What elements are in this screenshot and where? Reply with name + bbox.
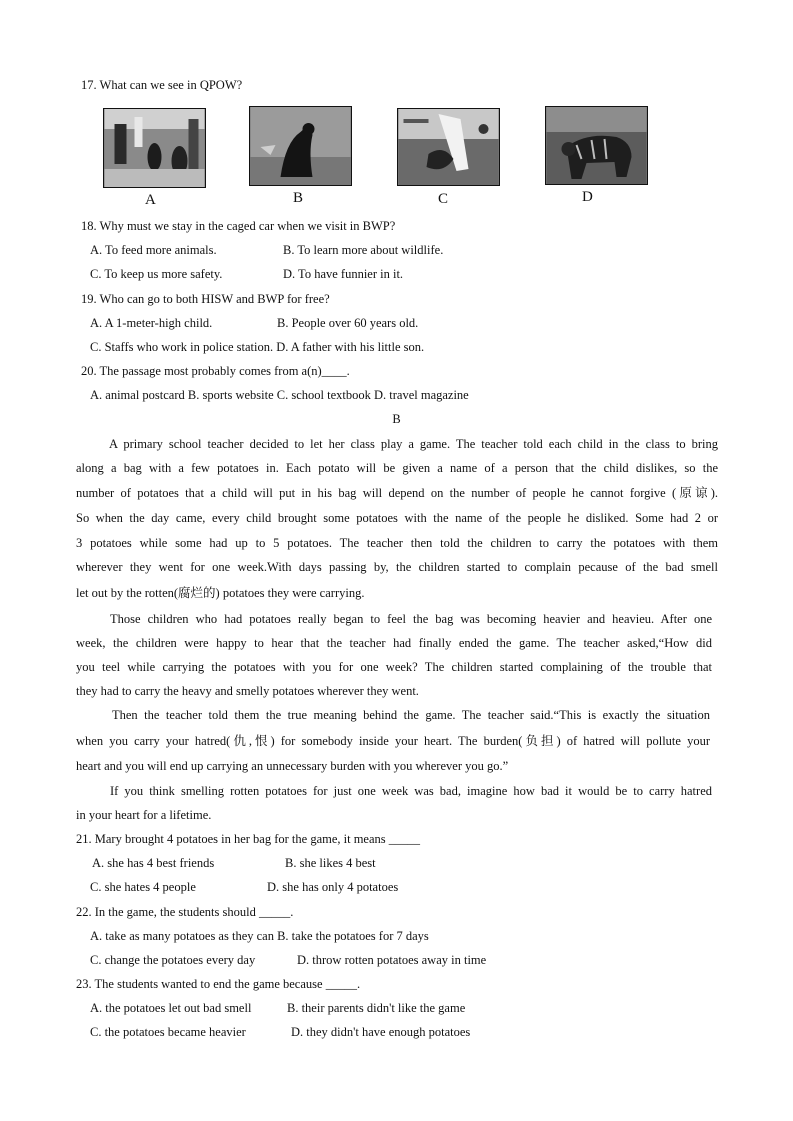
q23-question: 23. The students wanted to end the game because _____. xyxy=(76,977,361,991)
passage-line: you teel while carrying the potatoes with you for one week? The children started complaining of the trouble that xyxy=(76,660,712,674)
picture-b xyxy=(249,106,352,186)
q23-option-a: A. the potatoes let out bad smell xyxy=(90,1001,252,1015)
picture-a xyxy=(103,108,206,188)
tiger-photo-icon xyxy=(546,107,647,184)
q19-option-b: B. People over 60 years old. xyxy=(277,316,419,330)
q18-option-c: C. To keep us more safety. xyxy=(90,267,223,281)
person-and-dolphin-photo-icon xyxy=(398,109,499,185)
q22-options-ab: A. take as many potatoes as they can B. take the potatoes for 7 days xyxy=(90,929,429,943)
passage-line: along a bag with a few potatoes in. Each potato will be given a name of a person that the child dislikes, so the xyxy=(76,461,718,475)
q22-option-c: C. change the potatoes every day xyxy=(90,953,256,967)
passage-line: number of potatoes that a child will put in his bag will depend on the number of people he cannot forgive (原谅). xyxy=(76,486,718,500)
picture-a-letter: A xyxy=(145,192,156,208)
passage-line: heart and you will end up carrying an unnecessary burden with you wherever you go.” xyxy=(76,759,509,773)
q21-option-d: D. she has only 4 potatoes xyxy=(267,880,399,894)
q18-option-b: B. To learn more about wildlife. xyxy=(283,243,444,257)
section-b-heading: B xyxy=(392,412,401,426)
picture-d xyxy=(545,106,648,185)
passage-line: Then the teacher told them the true meaning behind the game. The teacher said.“This is exactly the situation xyxy=(112,708,710,722)
q22-option-d: D. throw rotten potatoes away in time xyxy=(297,953,487,967)
passage-line: So when the day came, every child brought some potatoes with the name of the people he disliked. Some had 2 or xyxy=(76,511,718,525)
q20-options: A. animal postcard B. sports website C. school textbook D. travel magazine xyxy=(90,388,469,402)
picture-c xyxy=(397,108,500,186)
q19-question: 19. Who can go to both HISW and BWP for free? xyxy=(81,292,330,306)
q23-option-d: D. they didn't have enough potatoes xyxy=(291,1025,471,1039)
passage-line: week, the children were happy to hear that the teacher had finally ended the game. The teacher asked,“How did xyxy=(76,636,712,650)
passage-line: A primary school teacher decided to let her class play a game. The teacher told each child in the class to bring xyxy=(109,437,718,451)
q17-question: 17. What can we see in QPOW? xyxy=(81,78,243,92)
picture-d-letter: D xyxy=(582,189,593,205)
q18-question: 18. Why must we stay in the caged car when we visit in BWP? xyxy=(81,219,396,233)
sea-lion-photo-icon xyxy=(250,107,351,185)
q19-options-cd: C. Staffs who work in police station. D. A father with his little son. xyxy=(90,340,425,354)
passage-line: let out by the rotten(腐烂的) potatoes they were carrying. xyxy=(76,586,365,600)
q21-question: 21. Mary brought 4 potatoes in her bag for the game, it means _____ xyxy=(76,832,421,846)
q19-option-a: A. A 1-meter-high child. xyxy=(90,316,213,330)
q21-option-b: B. she likes 4 best xyxy=(285,856,376,870)
picture-b-letter: B xyxy=(293,190,304,206)
passage-line: 3 potatoes while some had up to 5 potatoes. The teacher then told the children to carry the potatoes with them xyxy=(76,536,718,550)
passage-line: when you carry your hatred(仇,恨) for somebody inside your heart. The burden(负担) of hatred will pollute your xyxy=(76,734,710,748)
penguins-photo-icon xyxy=(104,109,205,187)
passage-line: in your heart for a lifetime. xyxy=(76,808,212,822)
q18-option-a: A. To feed more animals. xyxy=(90,243,217,257)
q22-question: 22. In the game, the students should _____. xyxy=(76,905,294,919)
picture-c-letter: C xyxy=(438,191,449,207)
q21-option-c: C. she hates 4 people xyxy=(90,880,196,894)
passage-line: If you think smelling rotten potatoes for just one week was bad, imagine how bad it would be to carry hatred xyxy=(110,784,712,798)
q23-option-b: B. their parents didn't like the game xyxy=(287,1001,466,1015)
q21-option-a: A. she has 4 best friends xyxy=(92,856,215,870)
passage-line: Those children who had potatoes really began to feel the bag was becoming heavier and heavieu. After one xyxy=(110,612,712,626)
passage-line: wherever they went for one week.With days passing by, the children started to complain pecause of the bad smell xyxy=(76,560,718,574)
q20-question: 20. The passage most probably comes from a(n)____. xyxy=(81,364,350,378)
q23-option-c: C. the potatoes became heavier xyxy=(90,1025,246,1039)
passage-line: they had to carry the heavy and smelly potatoes wherever they went. xyxy=(76,684,419,698)
q18-option-d: D. To have funnier in it. xyxy=(283,267,404,281)
